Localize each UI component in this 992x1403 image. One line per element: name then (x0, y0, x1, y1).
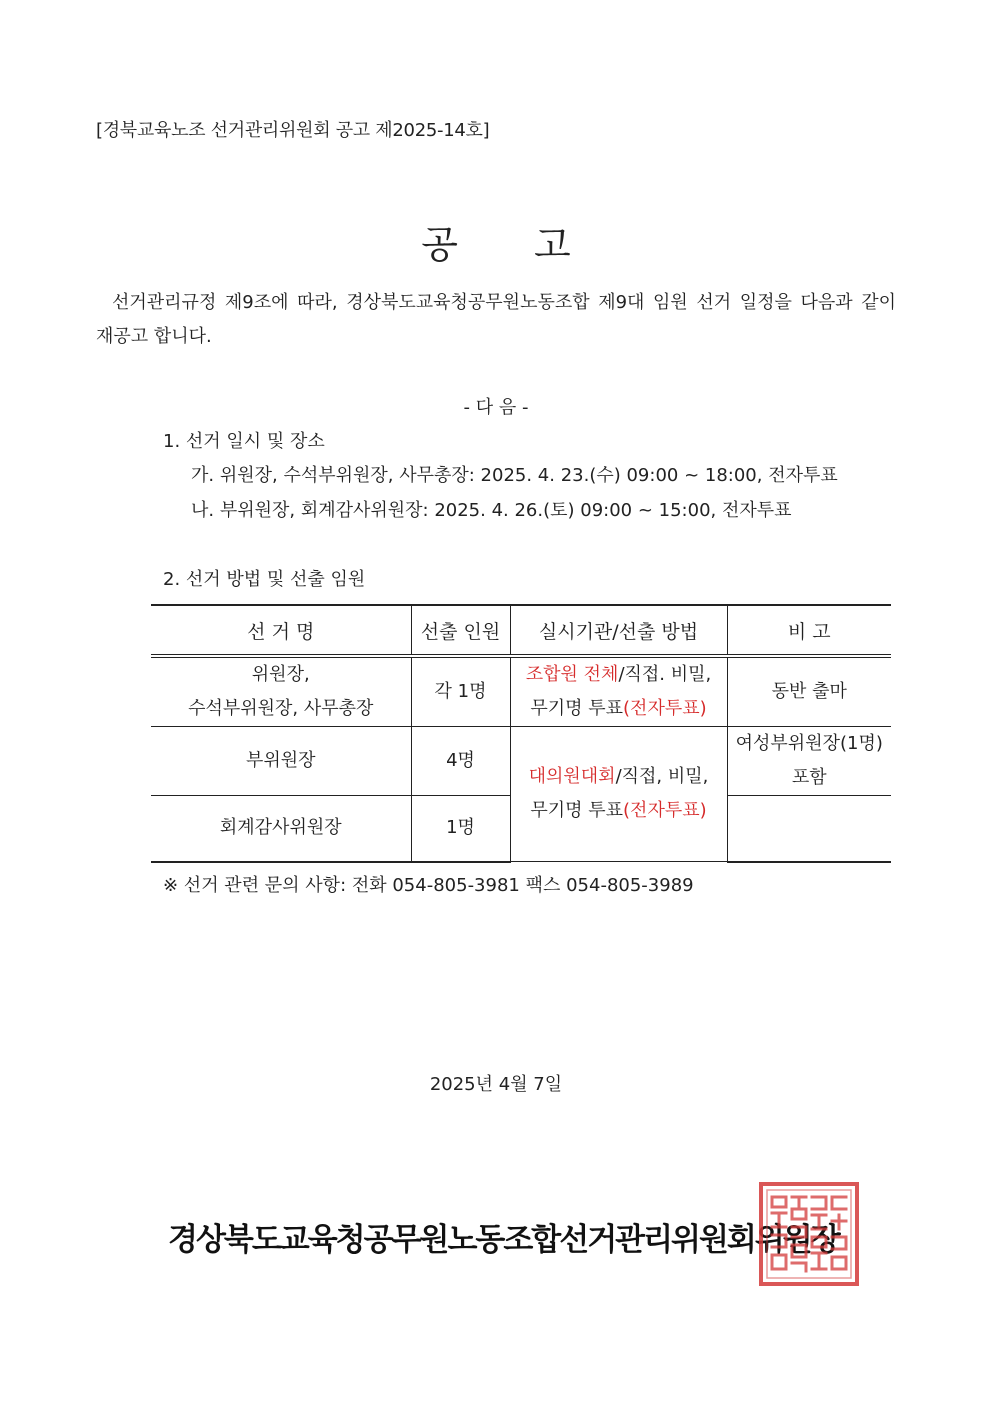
notice-reference-number: [경북교육노조 선거관리위원회 공고 제2025-14호] (96, 120, 490, 141)
cell-note (727, 796, 891, 862)
section-2-heading: 2. 선거 방법 및 선출 임원 (163, 569, 366, 590)
section-1-heading: 1. 선거 일시 및 장소 (163, 431, 325, 452)
method-red-text: (전자투표) (623, 800, 707, 821)
intro-line-1: 선거관리규정 제9조에 따라, 경상북도교육청공무원노동조합 제9대 임원 선거 일정을 다음과 같이 (112, 292, 896, 313)
details-divider-heading: - 다 음 - (463, 397, 529, 418)
title-char-1: 공 (421, 223, 458, 267)
notice-date: 2025년 4월 7일 (429, 1074, 563, 1095)
contact-note: ※ 선거 관련 문의 사항: 전화 054-805-3981 팩스 054-805-3989 (163, 875, 694, 896)
cell-election-name (151, 656, 411, 727)
intro-paragraph (96, 286, 896, 354)
cell-text: 여성부위원장(1명) (735, 733, 883, 754)
intro-line-2: 재공고 합니다. (96, 326, 212, 347)
header-note: 비 고 (727, 605, 891, 656)
table-row (151, 727, 891, 796)
cell-count: 4명 (411, 727, 510, 796)
schedule-item-b: 나. 부위원장, 회계감사위원장: 2025. 4. 26.(토) 09:00 ~ 15:00, 전자투표 (191, 500, 792, 521)
method-text: /직접, 비밀, (615, 766, 709, 787)
table-row (151, 656, 891, 727)
header-count: 선출 인원 (411, 605, 510, 656)
cell-note: 동반 출마 (727, 656, 891, 727)
schedule-item-a: 가. 위원장, 수석부위원장, 사무총장: 2025. 4. 23.(수) 09:00 ~ 18:00, 전자투표 (191, 465, 838, 486)
cell-method (510, 656, 727, 727)
cell-text: 위원장, (251, 664, 310, 685)
cell-note (727, 727, 891, 796)
method-red-text: (전자투표) (623, 698, 707, 719)
cell-text: 포함 (791, 767, 827, 788)
signer-name: 경상북도교육청공무원노동조합선거관리위원회위원장 (168, 1222, 839, 1258)
method-red-text: 조합원 전체 (525, 664, 619, 685)
cell-election-name: 부위원장 (151, 727, 411, 796)
method-text: 무기명 투표 (530, 800, 624, 821)
cell-count: 1명 (411, 796, 510, 862)
cell-count: 각 1명 (411, 656, 510, 727)
cell-election-name: 회계감사위원장 (151, 796, 411, 862)
notice-title (0, 214, 992, 269)
official-seal-stamp (758, 1181, 860, 1287)
table-header-row (151, 605, 891, 656)
method-red-text: 대의원대회 (528, 766, 616, 787)
method-text: /직접. 비밀, (618, 664, 712, 685)
cell-text: 수석부위원장, 사무총장 (188, 698, 374, 719)
cell-method (510, 727, 727, 862)
election-table (151, 604, 891, 863)
title-char-2: 고 (534, 223, 571, 267)
method-text: 무기명 투표 (530, 698, 624, 719)
header-method: 실시기관/선출 방법 (510, 605, 727, 656)
header-election-name: 선 거 명 (151, 605, 411, 656)
